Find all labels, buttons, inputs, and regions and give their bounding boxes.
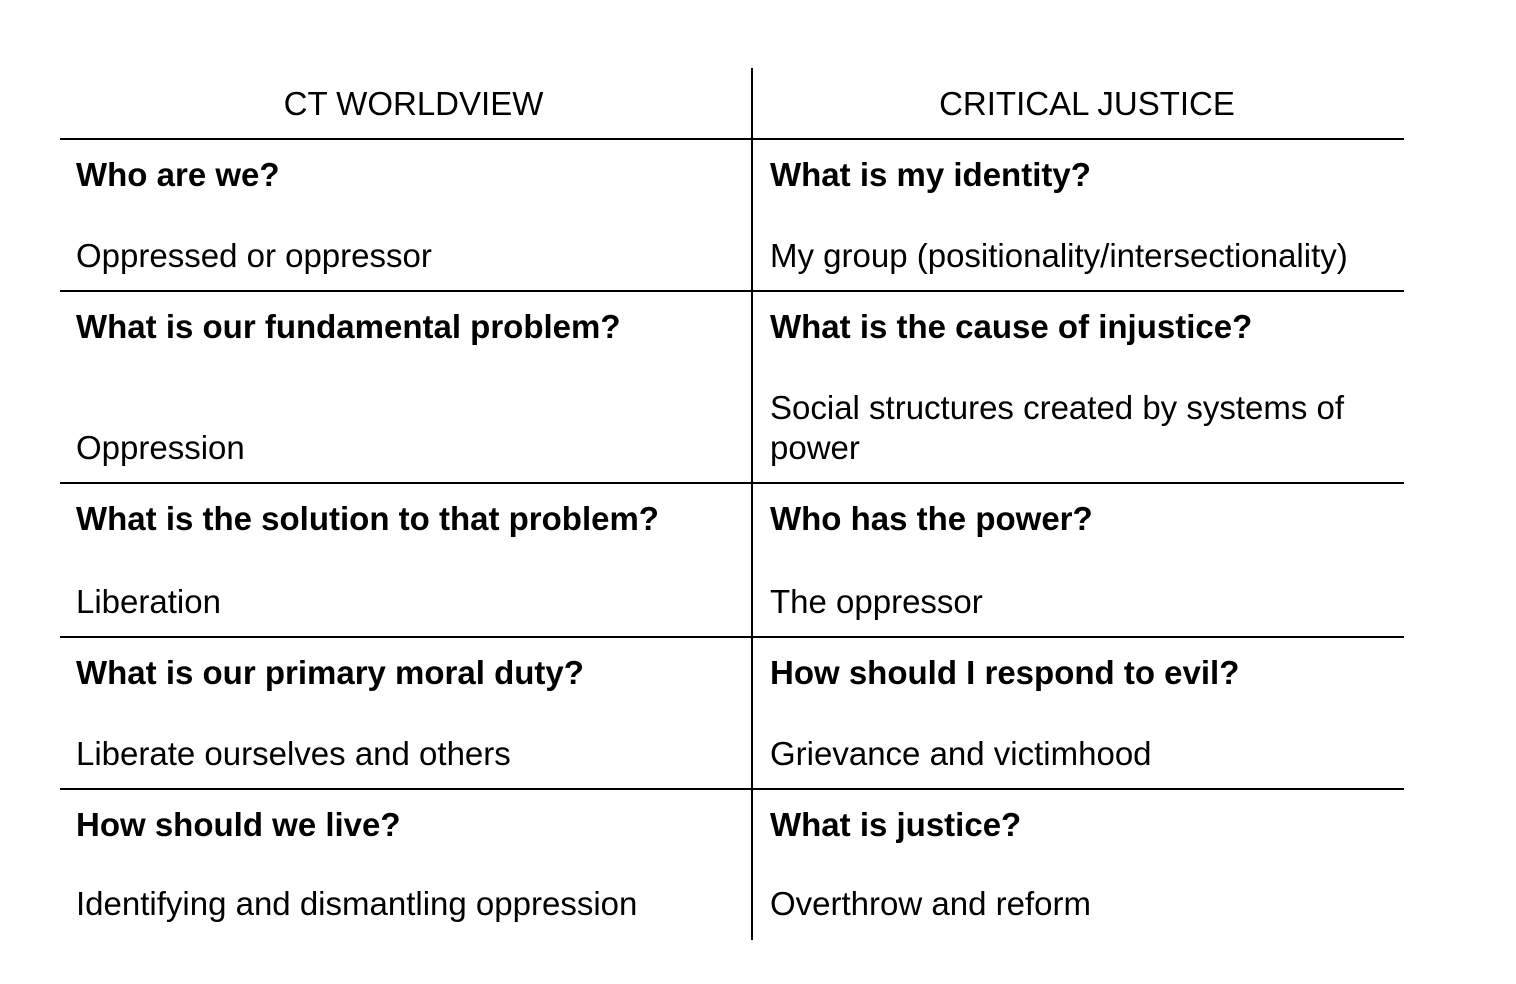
critical-justice-answer: My group (positionality/intersectionality) (770, 237, 1348, 274)
critical-justice-answer: Grievance and victimhood (770, 735, 1152, 772)
ct-worldview-cell (60, 790, 753, 940)
critical-justice-cell (753, 638, 1404, 788)
critical-justice-cell (753, 484, 1404, 636)
ct-worldview-question: What is our fundamental problem? (76, 308, 621, 345)
critical-justice-cell (753, 790, 1404, 940)
critical-justice-question: How should I respond to evil? (770, 654, 1240, 691)
ct-worldview-question: How should we live? (76, 806, 401, 843)
ct-worldview-answer: Liberation (76, 583, 221, 620)
critical-justice-question: What is my identity? (770, 156, 1091, 193)
critical-justice-question: What is the cause of injustice? (770, 308, 1253, 345)
header-critical-justice: CRITICAL JUSTICE (939, 85, 1235, 122)
ct-worldview-answer: Identifying and dismantling oppression (76, 885, 638, 922)
table-row (60, 790, 1404, 940)
ct-worldview-answer: Oppressed or oppressor (76, 237, 432, 274)
critical-justice-answer: Overthrow and reform (770, 885, 1091, 922)
comparison-table (60, 68, 1404, 940)
ct-worldview-cell (60, 484, 753, 636)
table-row (60, 484, 1404, 638)
table-row (60, 292, 1404, 484)
critical-justice-cell (753, 292, 1404, 482)
ct-worldview-question: Who are we? (76, 156, 280, 193)
critical-justice-question: Who has the power? (770, 500, 1093, 537)
ct-worldview-question: What is our primary moral duty? (76, 654, 584, 691)
critical-justice-answer: The oppressor (770, 583, 983, 620)
table-header-row (60, 68, 1404, 140)
ct-worldview-answer: Oppression (76, 429, 245, 466)
ct-worldview-cell (60, 140, 753, 290)
ct-worldview-cell (60, 638, 753, 788)
critical-justice-question: What is justice? (770, 806, 1022, 843)
critical-justice-answer: Social structures created by systems of power (770, 389, 1345, 466)
critical-justice-cell (753, 140, 1404, 290)
table-row (60, 140, 1404, 292)
ct-worldview-answer: Liberate ourselves and others (76, 735, 511, 772)
ct-worldview-cell (60, 292, 753, 482)
header-ct-worldview: CT WORLDVIEW (60, 68, 753, 138)
table-row (60, 638, 1404, 790)
ct-worldview-question: What is the solution to that problem? (76, 500, 659, 537)
